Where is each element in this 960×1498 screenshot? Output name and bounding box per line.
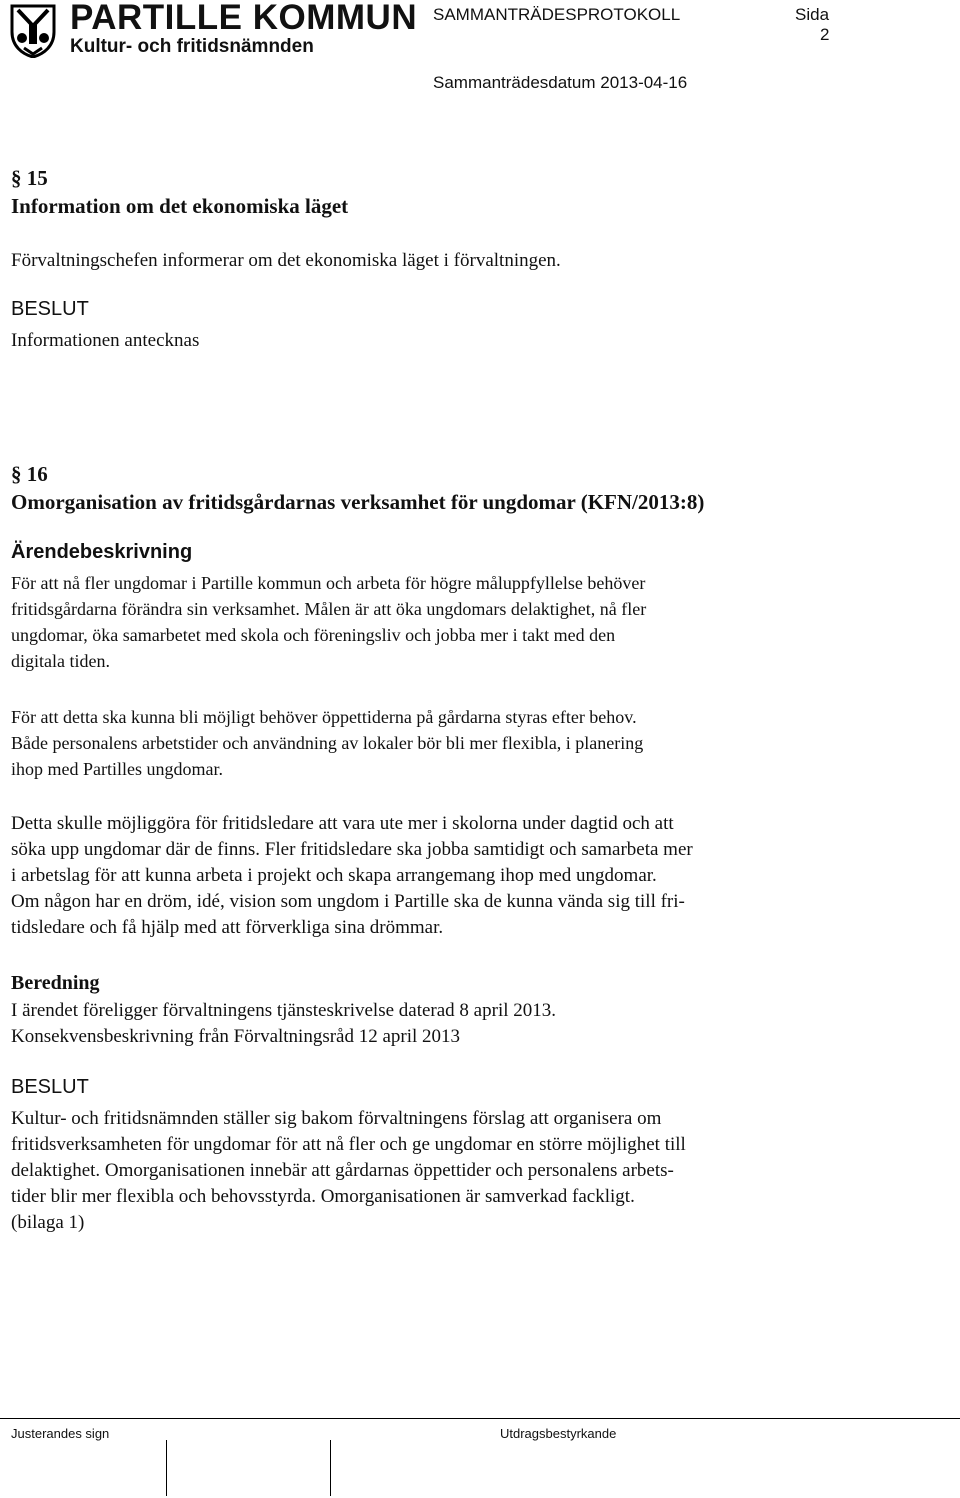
case-description-heading: Ärendebeskrivning — [11, 541, 193, 563]
text-line: Både personalens arbetstider och användning av lokaler bör bli mer flexibla, i planering — [11, 733, 644, 753]
text-line: tidsledare och få hjälp med att förverkliga sina drömmar. — [11, 917, 444, 938]
section-15-number: § 15 — [11, 166, 48, 190]
text-line: Om någon har en dröm, idé, vision som ungdom i Partille ska de kunna vända sig till fri- — [11, 891, 685, 912]
footer-signature-label: Justerandes sign — [11, 1426, 110, 1441]
preparation-paragraph — [11, 998, 556, 1050]
section-16-title: Omorganisation av fritidsgårdarnas verksamhet för ungdomar (KFN/2013:8) — [11, 490, 705, 514]
meeting-date: Sammanträdesdatum 2013-04-16 — [433, 73, 688, 92]
text-line: fritidsverksamheten för ungdomar för att nå fler och ge ungdomar en större möjlighet till — [11, 1134, 686, 1155]
text-line: delaktighet. Omorganisationen innebär att gårdarnas öppettider och personalens arbets- — [11, 1160, 674, 1181]
case-description-paragraph-3 — [11, 811, 693, 941]
text-line: Konsekvensbeskrivning från Förvaltningsråd 12 april 2013 — [11, 1026, 461, 1047]
text-line: fritidsgårdarna förändra sin verksamhet. Målen är att öka ungdomars delaktighet, nå fler — [11, 599, 647, 619]
section-16-number: § 16 — [11, 462, 48, 486]
text-line: ihop med Partilles ungdomar. — [11, 759, 223, 779]
text-line: digitala tiden. — [11, 651, 110, 671]
text-line: ungdomar, öka samarbetet med skola och föreningsliv och jobba mer i takt med den — [11, 625, 616, 645]
text-line: i arbetslag för att kunna arbeta i projekt och skapa arrangemang ihop med ungdomar. — [11, 865, 657, 886]
text-line: Kultur- och fritidsnämnden ställer sig bakom förvaltningens förslag att organisera om — [11, 1108, 662, 1129]
text-line: söka upp ungdomar där de finns. Fler fritidsledare ska jobba samtidigt och samarbeta mer — [11, 839, 693, 860]
section-16-decision-paragraph — [11, 1106, 686, 1236]
document-type: SAMMANTRÄDESPROTOKOLL — [433, 5, 681, 24]
section-15-decision-heading: BESLUT — [11, 298, 89, 320]
organization-unit: Kultur- och fritidsnämnden — [70, 36, 314, 57]
page-label: Sida — [795, 5, 830, 24]
text-line: (bilaga 1) — [11, 1212, 85, 1233]
case-description-paragraph — [11, 570, 646, 674]
shield-icon — [10, 4, 56, 58]
section-16-decision-heading: BESLUT — [11, 1076, 89, 1098]
coat-of-arms-logo — [10, 4, 56, 58]
case-description-paragraph-2 — [11, 704, 643, 782]
section-15-body: Förvaltningschefen informerar om det ekonomiska läget i förvaltningen. — [11, 250, 561, 271]
text-line: I ärendet föreligger förvaltningens tjänsteskrivelse daterad 8 april 2013. — [11, 1000, 556, 1021]
section-15-decision-text: Informationen antecknas — [11, 330, 200, 351]
preparation-heading: Beredning — [11, 972, 100, 994]
signature-box-divider — [330, 1440, 331, 1496]
organization-name: PARTILLE KOMMUN — [70, 0, 418, 37]
page-number: 2 — [820, 25, 830, 44]
text-line: tider blir mer flexibla och behovsstyrda. Omorganisationen är samverkad fackligt. — [11, 1186, 635, 1207]
footer-certification-label: Utdragsbestyrkande — [500, 1426, 617, 1441]
section-15-title: Information om det ekonomiska läget — [11, 194, 349, 218]
signature-box-divider — [166, 1440, 167, 1496]
text-line: För att nå fler ungdomar i Partille kommun och arbeta för högre måluppfyllelse behöver — [11, 573, 646, 593]
text-line: För att detta ska kunna bli möjligt behöver öppettiderna på gårdarna styras efter behov. — [11, 707, 637, 727]
footer-divider — [0, 1418, 960, 1419]
text-line: Detta skulle möjliggöra för fritidsledare att vara ute mer i skolorna under dagtid och att — [11, 813, 674, 834]
